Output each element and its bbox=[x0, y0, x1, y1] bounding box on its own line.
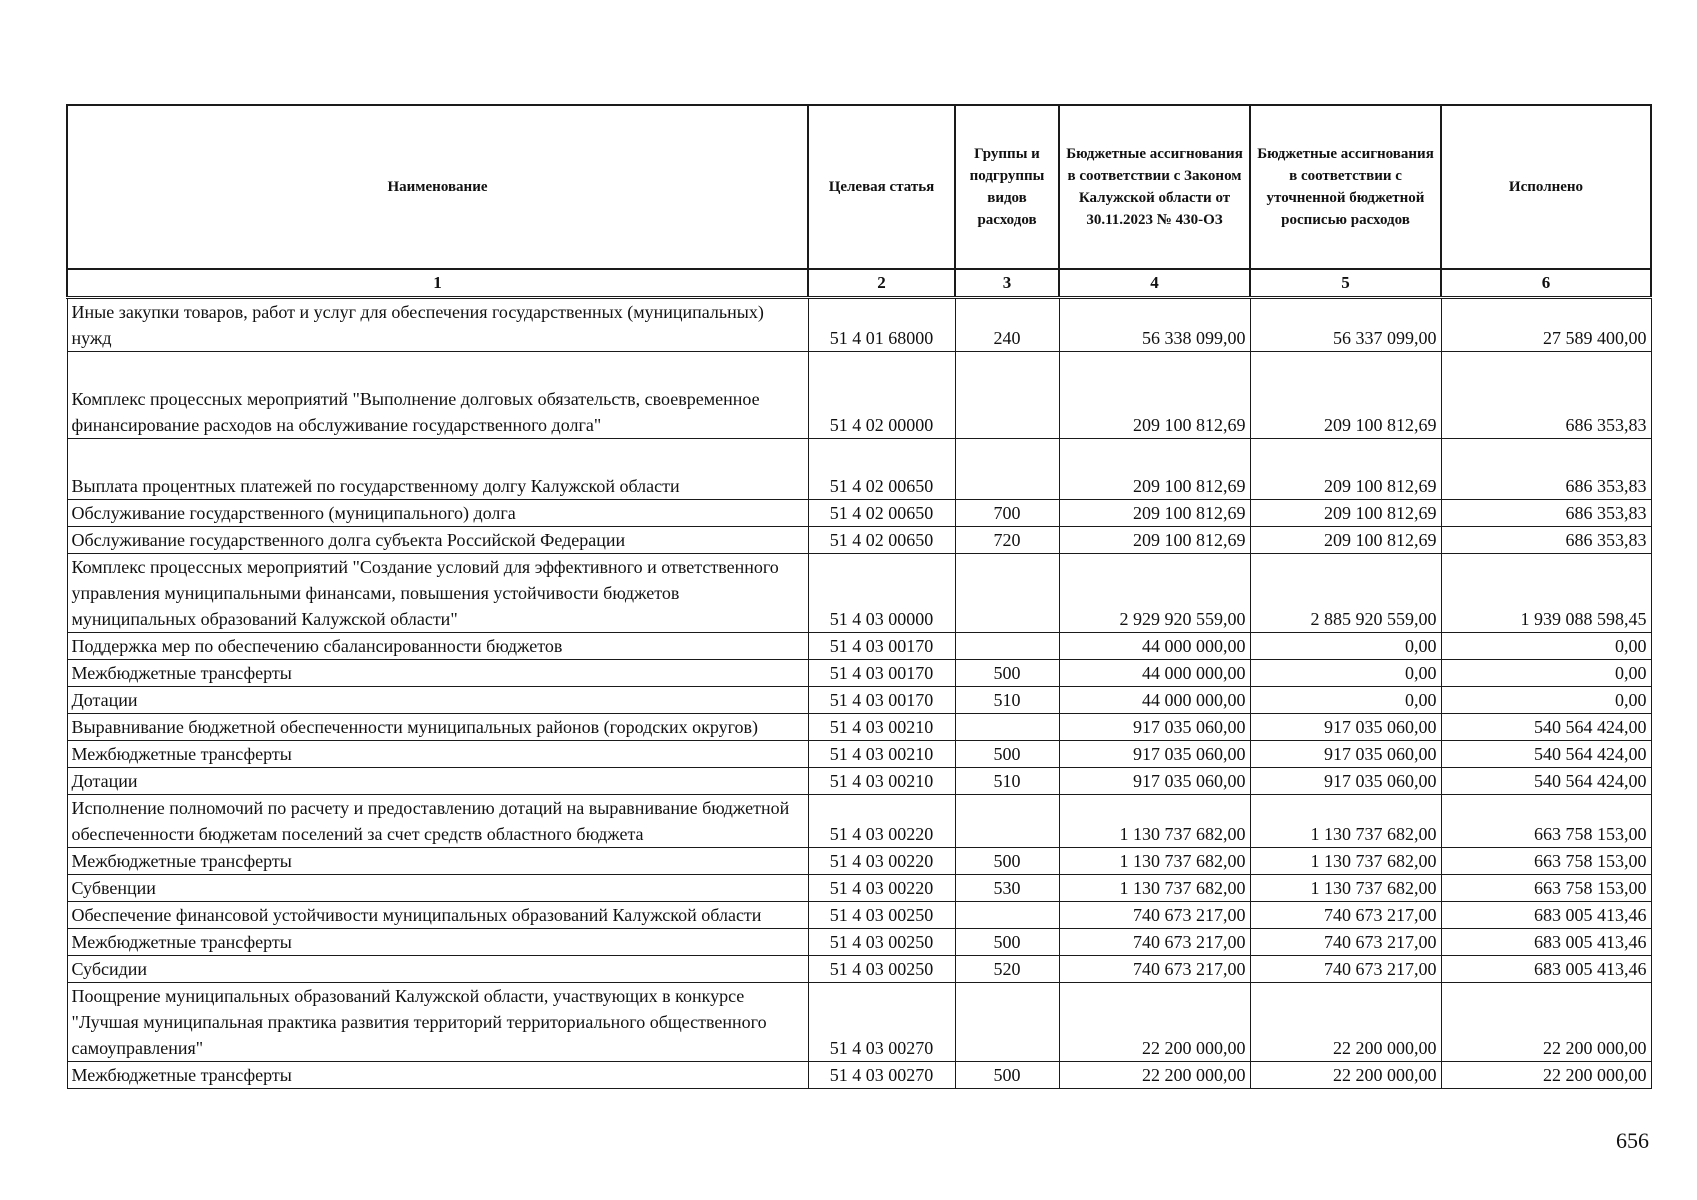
row-name: Межбюджетные трансферты bbox=[67, 1062, 808, 1089]
row-expense-group: 510 bbox=[955, 768, 1059, 795]
header-target-article: Целевая статья bbox=[808, 105, 955, 269]
row-law-allocation: 2 929 920 559,00 bbox=[1059, 554, 1250, 633]
row-executed: 663 758 153,00 bbox=[1441, 795, 1651, 848]
row-expense-group bbox=[955, 795, 1059, 848]
row-name: Межбюджетные трансферты bbox=[67, 660, 808, 687]
row-refined-allocation: 917 035 060,00 bbox=[1250, 714, 1441, 741]
row-law-allocation: 917 035 060,00 bbox=[1059, 768, 1250, 795]
row-target-article: 51 4 01 68000 bbox=[808, 298, 955, 352]
row-executed: 0,00 bbox=[1441, 660, 1651, 687]
row-target-article: 51 4 03 00250 bbox=[808, 902, 955, 929]
header-name: Наименование bbox=[67, 105, 808, 269]
column-number: 2 bbox=[808, 269, 955, 298]
row-law-allocation: 917 035 060,00 bbox=[1059, 741, 1250, 768]
row-expense-group: 500 bbox=[955, 1062, 1059, 1089]
row-target-article: 51 4 03 00170 bbox=[808, 687, 955, 714]
table-row bbox=[67, 902, 1651, 929]
row-target-article: 51 4 02 00650 bbox=[808, 439, 955, 500]
row-name: Поощрение муниципальных образований Калужской области, участвующих в конкурсе "Лучшая муниципальная практика развития территорий территориального общественного самоуправления" bbox=[67, 983, 808, 1062]
row-law-allocation: 44 000 000,00 bbox=[1059, 633, 1250, 660]
row-expense-group: 500 bbox=[955, 660, 1059, 687]
table-row bbox=[67, 795, 1651, 848]
row-executed: 683 005 413,46 bbox=[1441, 902, 1651, 929]
row-executed: 686 353,83 bbox=[1441, 527, 1651, 554]
table-row bbox=[67, 554, 1651, 633]
table-row bbox=[67, 929, 1651, 956]
row-name: Субвенции bbox=[67, 875, 808, 902]
row-target-article: 51 4 03 00250 bbox=[808, 929, 955, 956]
row-refined-allocation: 209 100 812,69 bbox=[1250, 439, 1441, 500]
column-number: 4 bbox=[1059, 269, 1250, 298]
row-refined-allocation: 209 100 812,69 bbox=[1250, 500, 1441, 527]
column-number: 3 bbox=[955, 269, 1059, 298]
row-refined-allocation: 917 035 060,00 bbox=[1250, 768, 1441, 795]
row-target-article: 51 4 02 00000 bbox=[808, 352, 955, 439]
table-row bbox=[67, 298, 1651, 352]
table-body bbox=[67, 298, 1651, 1089]
row-refined-allocation: 2 885 920 559,00 bbox=[1250, 554, 1441, 633]
row-law-allocation: 740 673 217,00 bbox=[1059, 956, 1250, 983]
page-number: 656 bbox=[1616, 1128, 1649, 1153]
row-name: Выравнивание бюджетной обеспеченности муниципальных районов (городских округов) bbox=[67, 714, 808, 741]
table-row bbox=[67, 848, 1651, 875]
row-law-allocation: 209 100 812,69 bbox=[1059, 527, 1250, 554]
row-name: Межбюджетные трансферты bbox=[67, 929, 808, 956]
row-executed: 683 005 413,46 bbox=[1441, 929, 1651, 956]
row-target-article: 51 4 03 00210 bbox=[808, 768, 955, 795]
row-refined-allocation: 209 100 812,69 bbox=[1250, 352, 1441, 439]
row-target-article: 51 4 03 00250 bbox=[808, 956, 955, 983]
row-refined-allocation: 209 100 812,69 bbox=[1250, 527, 1441, 554]
row-executed: 540 564 424,00 bbox=[1441, 714, 1651, 741]
row-name: Субсидии bbox=[67, 956, 808, 983]
row-expense-group bbox=[955, 554, 1059, 633]
table-row bbox=[67, 875, 1651, 902]
row-expense-group bbox=[955, 633, 1059, 660]
row-law-allocation: 22 200 000,00 bbox=[1059, 1062, 1250, 1089]
row-law-allocation: 22 200 000,00 bbox=[1059, 983, 1250, 1062]
row-executed: 22 200 000,00 bbox=[1441, 1062, 1651, 1089]
row-law-allocation: 917 035 060,00 bbox=[1059, 714, 1250, 741]
row-law-allocation: 1 130 737 682,00 bbox=[1059, 848, 1250, 875]
row-law-allocation: 1 130 737 682,00 bbox=[1059, 875, 1250, 902]
table-row bbox=[67, 983, 1651, 1062]
row-target-article: 51 4 03 00270 bbox=[808, 1062, 955, 1089]
row-executed: 686 353,83 bbox=[1441, 439, 1651, 500]
row-refined-allocation: 0,00 bbox=[1250, 660, 1441, 687]
row-name: Иные закупки товаров, работ и услуг для обеспечения государственных (муниципальных) нужд bbox=[67, 298, 808, 352]
row-expense-group: 240 bbox=[955, 298, 1059, 352]
row-name: Комплекс процессных мероприятий "Выполнение долговых обязательств, своевременное финансирование расходов на обслуживание государственного долга" bbox=[67, 352, 808, 439]
row-expense-group: 500 bbox=[955, 741, 1059, 768]
row-refined-allocation: 0,00 bbox=[1250, 687, 1441, 714]
row-executed: 686 353,83 bbox=[1441, 352, 1651, 439]
row-refined-allocation: 740 673 217,00 bbox=[1250, 956, 1441, 983]
row-target-article: 51 4 03 00170 bbox=[808, 633, 955, 660]
row-law-allocation: 56 338 099,00 bbox=[1059, 298, 1250, 352]
table-row bbox=[67, 660, 1651, 687]
table-row bbox=[67, 1062, 1651, 1089]
row-executed: 27 589 400,00 bbox=[1441, 298, 1651, 352]
row-expense-group bbox=[955, 983, 1059, 1062]
row-executed: 0,00 bbox=[1441, 687, 1651, 714]
budget-table bbox=[66, 104, 1652, 1089]
row-name: Обеспечение финансовой устойчивости муниципальных образований Калужской области bbox=[67, 902, 808, 929]
table-row bbox=[67, 956, 1651, 983]
column-number: 1 bbox=[67, 269, 808, 298]
row-expense-group bbox=[955, 352, 1059, 439]
row-expense-group bbox=[955, 714, 1059, 741]
row-law-allocation: 740 673 217,00 bbox=[1059, 929, 1250, 956]
header-row bbox=[67, 105, 1651, 269]
row-law-allocation: 209 100 812,69 bbox=[1059, 352, 1250, 439]
table-row bbox=[67, 714, 1651, 741]
table-row bbox=[67, 768, 1651, 795]
header-expense-groups: Группы и подгруппы видов расходов bbox=[955, 105, 1059, 269]
header-executed: Исполнено bbox=[1441, 105, 1651, 269]
row-expense-group: 500 bbox=[955, 848, 1059, 875]
row-name: Исполнение полномочий по расчету и предоставлению дотаций на выравнивание бюджетной обеспеченности бюджетам поселений за счет средств областного бюджета bbox=[67, 795, 808, 848]
row-expense-group: 510 bbox=[955, 687, 1059, 714]
row-law-allocation: 44 000 000,00 bbox=[1059, 660, 1250, 687]
row-name: Обслуживание государственного долга субъекта Российской Федерации bbox=[67, 527, 808, 554]
row-name: Межбюджетные трансферты bbox=[67, 848, 808, 875]
row-target-article: 51 4 03 00210 bbox=[808, 714, 955, 741]
row-executed: 683 005 413,46 bbox=[1441, 956, 1651, 983]
row-target-article: 51 4 03 00220 bbox=[808, 795, 955, 848]
row-refined-allocation: 22 200 000,00 bbox=[1250, 1062, 1441, 1089]
row-target-article: 51 4 03 00270 bbox=[808, 983, 955, 1062]
row-target-article: 51 4 02 00650 bbox=[808, 500, 955, 527]
row-expense-group: 700 bbox=[955, 500, 1059, 527]
row-refined-allocation: 1 130 737 682,00 bbox=[1250, 848, 1441, 875]
row-law-allocation: 209 100 812,69 bbox=[1059, 439, 1250, 500]
row-refined-allocation: 740 673 217,00 bbox=[1250, 902, 1441, 929]
table-row bbox=[67, 741, 1651, 768]
row-executed: 0,00 bbox=[1441, 633, 1651, 660]
row-law-allocation: 1 130 737 682,00 bbox=[1059, 795, 1250, 848]
table-row bbox=[67, 527, 1651, 554]
row-name: Дотации bbox=[67, 687, 808, 714]
row-expense-group: 720 bbox=[955, 527, 1059, 554]
table-row bbox=[67, 687, 1651, 714]
row-executed: 663 758 153,00 bbox=[1441, 875, 1651, 902]
row-refined-allocation: 22 200 000,00 bbox=[1250, 983, 1441, 1062]
row-expense-group: 530 bbox=[955, 875, 1059, 902]
row-law-allocation: 44 000 000,00 bbox=[1059, 687, 1250, 714]
table-row bbox=[67, 352, 1651, 439]
row-refined-allocation: 1 130 737 682,00 bbox=[1250, 875, 1441, 902]
row-executed: 686 353,83 bbox=[1441, 500, 1651, 527]
row-executed: 22 200 000,00 bbox=[1441, 983, 1651, 1062]
row-expense-group bbox=[955, 439, 1059, 500]
row-target-article: 51 4 03 00210 bbox=[808, 741, 955, 768]
row-name: Дотации bbox=[67, 768, 808, 795]
budget-table-container bbox=[66, 104, 1650, 1089]
row-executed: 663 758 153,00 bbox=[1441, 848, 1651, 875]
row-name: Поддержка мер по обеспечению сбалансированности бюджетов bbox=[67, 633, 808, 660]
table-row bbox=[67, 633, 1651, 660]
row-target-article: 51 4 03 00220 bbox=[808, 875, 955, 902]
row-name: Выплата процентных платежей по государственному долгу Калужской области bbox=[67, 439, 808, 500]
row-refined-allocation: 56 337 099,00 bbox=[1250, 298, 1441, 352]
row-name: Обслуживание государственного (муниципального) долга bbox=[67, 500, 808, 527]
row-name: Межбюджетные трансферты bbox=[67, 741, 808, 768]
column-number: 5 bbox=[1250, 269, 1441, 298]
row-name: Комплекс процессных мероприятий "Создание условий для эффективного и ответственного управления муниципальными финансами, повышения устойчивости бюджетов муниципальных образований Калужской области" bbox=[67, 554, 808, 633]
row-refined-allocation: 917 035 060,00 bbox=[1250, 741, 1441, 768]
column-number: 6 bbox=[1441, 269, 1651, 298]
row-executed: 1 939 088 598,45 bbox=[1441, 554, 1651, 633]
table-row bbox=[67, 439, 1651, 500]
row-target-article: 51 4 02 00650 bbox=[808, 527, 955, 554]
row-expense-group: 520 bbox=[955, 956, 1059, 983]
row-executed: 540 564 424,00 bbox=[1441, 741, 1651, 768]
row-executed: 540 564 424,00 bbox=[1441, 768, 1651, 795]
row-law-allocation: 740 673 217,00 bbox=[1059, 902, 1250, 929]
row-target-article: 51 4 03 00000 bbox=[808, 554, 955, 633]
row-refined-allocation: 740 673 217,00 bbox=[1250, 929, 1441, 956]
column-number-row bbox=[67, 269, 1651, 298]
row-law-allocation: 209 100 812,69 bbox=[1059, 500, 1250, 527]
row-refined-allocation: 0,00 bbox=[1250, 633, 1441, 660]
header-law-allocations: Бюджетные ассигнования в соответствии с Законом Калужской области от 30.11.2023 № 430-ОЗ bbox=[1059, 105, 1250, 269]
row-expense-group: 500 bbox=[955, 929, 1059, 956]
header-refined-allocations: Бюджетные ассигнования в соответствии с уточненной бюджетной росписью расходов bbox=[1250, 105, 1441, 269]
row-target-article: 51 4 03 00170 bbox=[808, 660, 955, 687]
row-refined-allocation: 1 130 737 682,00 bbox=[1250, 795, 1441, 848]
table-row bbox=[67, 500, 1651, 527]
row-expense-group bbox=[955, 902, 1059, 929]
row-target-article: 51 4 03 00220 bbox=[808, 848, 955, 875]
